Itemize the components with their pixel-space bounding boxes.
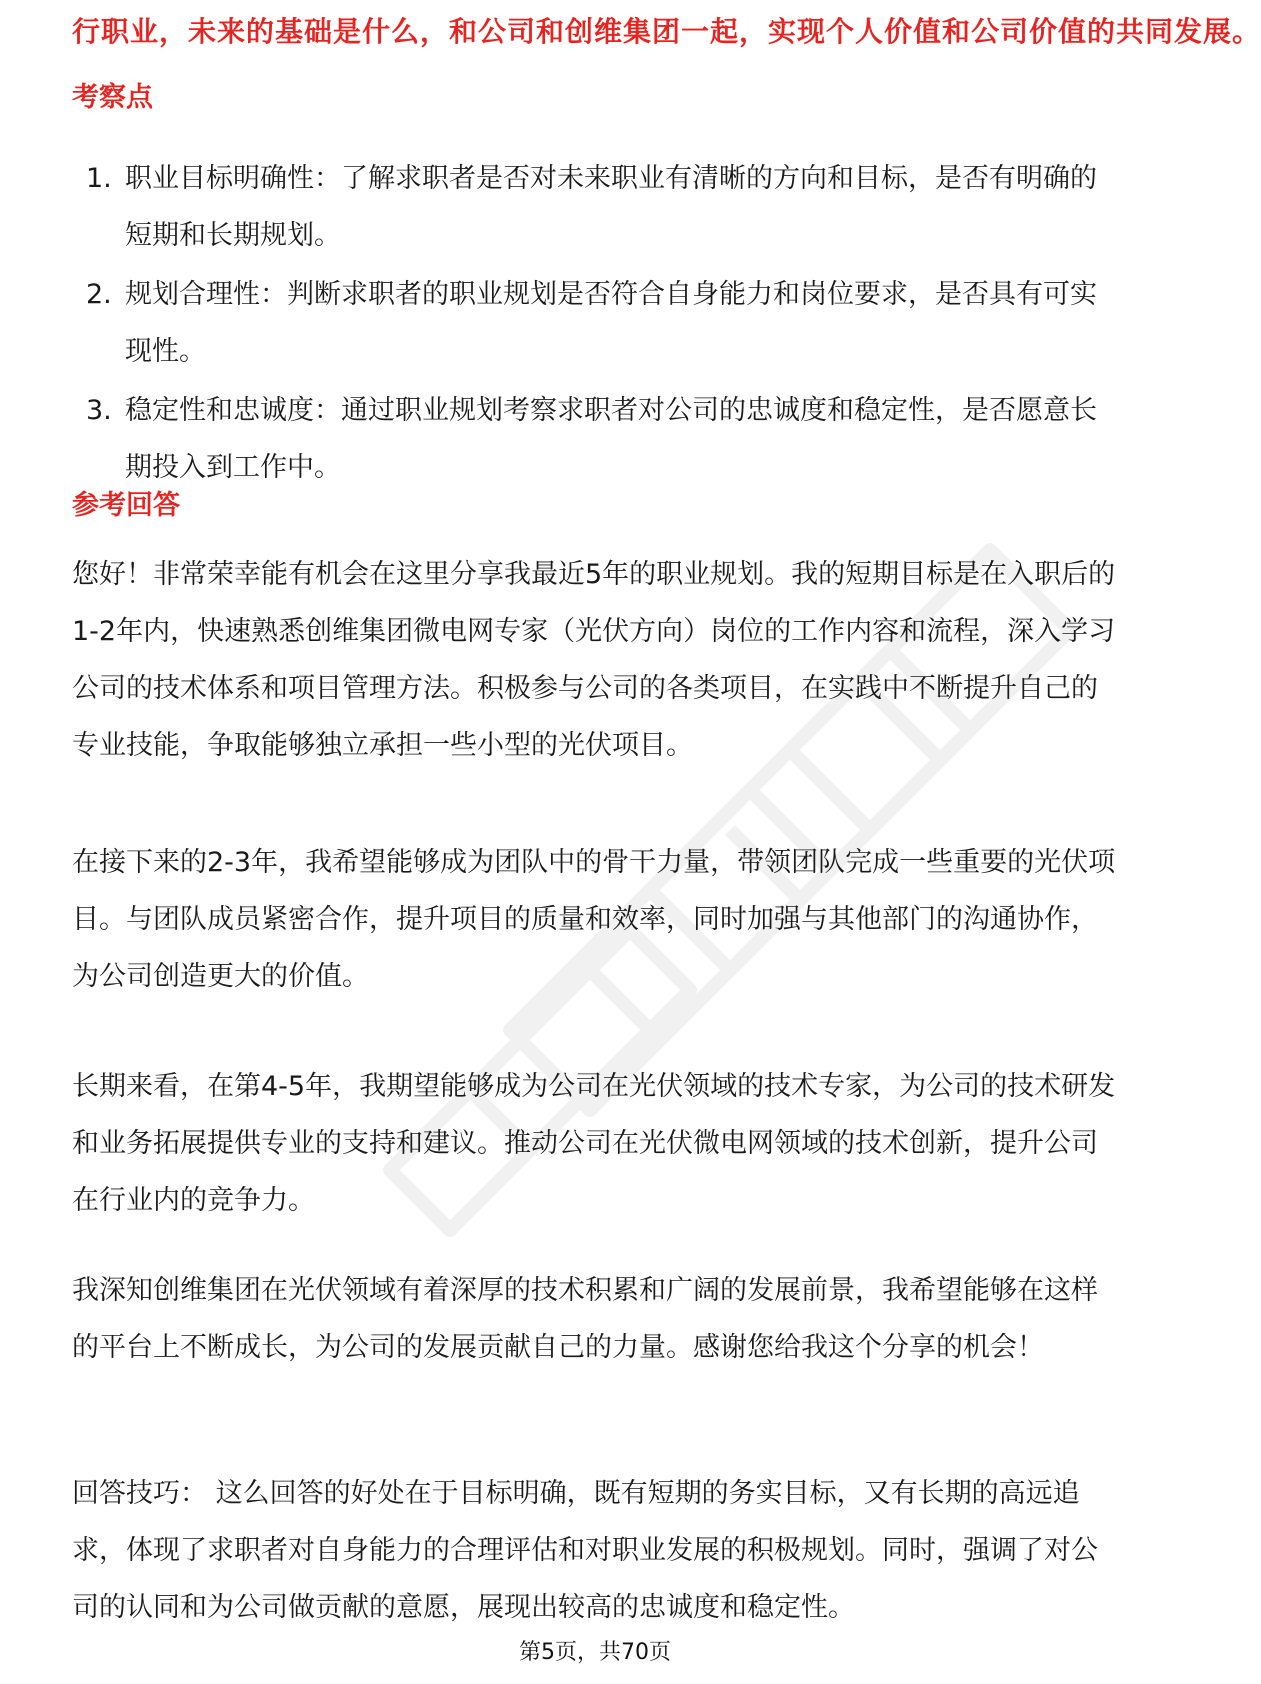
kaochadian-heading: 考察点 xyxy=(72,82,153,113)
answer-paragraph-4: 我深知创维集团在光伏领域有着深厚的技术积累和广阔的发展前景，我希望能够在这样的平台上不断成长，为公司的发展贡献自己的力量。感谢您给我这个分享的机会！ xyxy=(72,1275,1098,1363)
list-item xyxy=(72,150,1122,264)
answer-paragraph-2: 在接下来的2-3年，我希望能够成为团队中的骨干力量，带领团队完成一些重要的光伏项目。与团队成员紧密合作，提升项目的质量和效率，同时加强与其他部门的沟通协作，为公司创造更大的价值。 xyxy=(72,847,1116,992)
list-item xyxy=(72,382,1122,496)
list-item-text: 稳定性和忠诚度：通过职业规划考察求职者对公司的忠诚度和稳定性，是否愿意长期投入到工作中。 xyxy=(125,395,1097,483)
cankao-heading: 参考回答 xyxy=(72,490,180,521)
list-item xyxy=(72,266,1122,380)
kaochadian-list xyxy=(72,150,1122,498)
list-item-text: 职业目标明确性：了解求职者是否对未来职业有清晰的方向和目标，是否有明确的短期和长期规划。 xyxy=(125,163,1097,251)
list-item-number: 1. xyxy=(86,163,112,194)
list-item-number: 3. xyxy=(86,395,112,426)
page-footer: 第5页，共70页 xyxy=(519,1640,671,1665)
answer-paragraph-3: 长期来看，在第4-5年，我期望能够成为公司在光伏领域的技术专家，为公司的技术研发和业务拓展提供专业的支持和建议。推动公司在光伏微电网领域的技术创新，提升公司在行业内的竞争力。 xyxy=(72,1071,1116,1216)
answer-tips-paragraph: 回答技巧： 这么回答的好处在于目标明确，既有短期的务实目标，又有长期的高远追求，体现了求职者对自身能力的合理评估和对职业发展的积极规划。同时，强调了对公司的认同和为公司做贡献的意愿，展现出较高的忠诚度和稳定性。 xyxy=(72,1478,1098,1623)
list-item-text: 规划合理性：判断求职者的职业规划是否符合自身能力和岗位要求，是否具有可实现性。 xyxy=(125,279,1097,367)
cut-off-top-text: 行职业，未来的基础是什么，和公司和创维集团一起，实现个人价值和公司价值的共同发展。 xyxy=(72,15,1261,48)
answer-paragraph-1: 您好！非常荣幸能有机会在这里分享我最近5年的职业规划。我的短期目标是在入职后的1-2年内，快速熟悉创维集团微电网专家（光伏方向）岗位的工作内容和流程，深入学习公司的技术体系和项目管理方法。积极参与公司的各类项目，在实践中不断提升自己的专业技能，争取能够独立承担一些小型的光伏项目。 xyxy=(72,559,1116,761)
cut-off-top-line xyxy=(72,15,1261,54)
list-item-number: 2. xyxy=(86,279,112,310)
